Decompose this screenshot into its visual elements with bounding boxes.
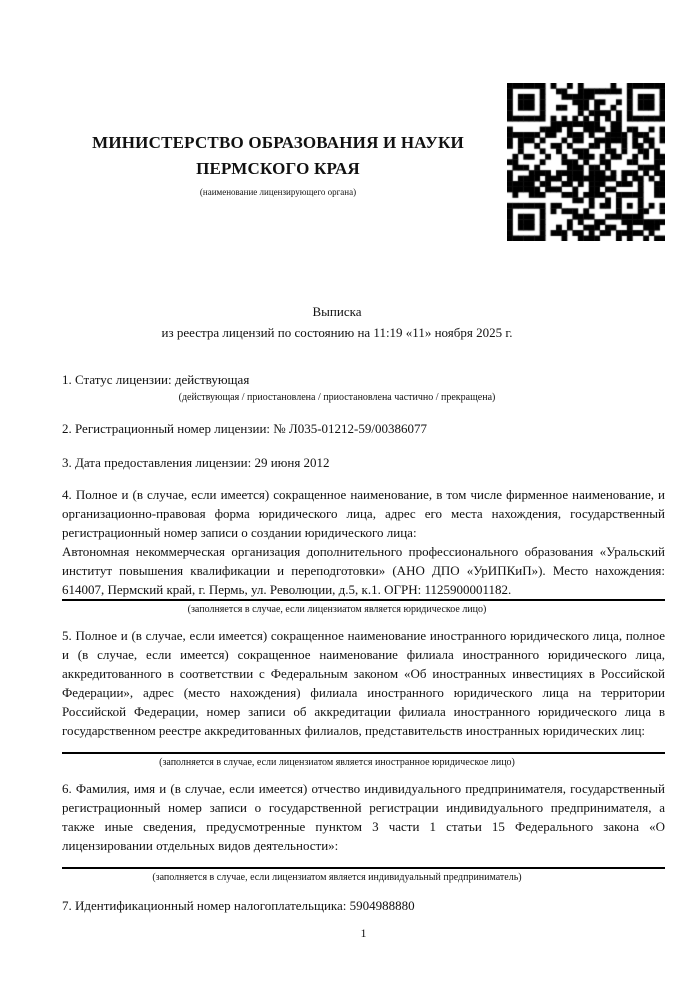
qr-code: [507, 83, 665, 241]
page-number: 1: [360, 926, 367, 940]
document-header: [62, 83, 665, 243]
document-title-line1: Выписка: [312, 304, 362, 319]
title-measure: [62, 301, 612, 343]
foreign-entity-question: 5. Полное и (в случае, если имеется) сокращенное наименование иностранного юридического лица, полное и (в случае, если имеется) сокращенное наименование филиала иностранного юридического лица, аккредитованного в соответствии с Федеральным законом «Об иностранных инвестициях в Российской Федерации», адрес (место нахождения) филиала иностранного юридического лица на территории Российской Федерации, номер записи об аккредитации филиала иностранного юридического лица в государственном реестре аккредитованных филиалов, представительств иностранных юридических лиц:: [62, 628, 665, 738]
grant-date-item: 3. Дата предоставления лицензии: 29 июня 2012: [62, 455, 330, 470]
taxpayer-number-item: 7. Идентификационный номер налогоплательщика: 5904988880: [62, 898, 415, 913]
entrepreneur-empty-value: [62, 855, 665, 867]
status-options-note: (действующая / приостановлена / приостановлена частично / прекращена): [178, 392, 496, 403]
legal-entity-question: 4. Полное и (в случае, если имеется) сокращенное наименование, в том числе фирменное наименование, и организационно-правовая форма юридического лица, адрес его места нахождения, государственный регистрационный номер записи о создании юридического лица:: [62, 487, 665, 540]
authority-name: [62, 130, 494, 182]
foreign-entity-fill-line: [62, 752, 665, 754]
foreign-entity-empty-value: [62, 740, 665, 752]
legal-entity-note: (заполняется в случае, если лицензиатом является юридическое лицо): [187, 604, 487, 615]
document-title: [62, 301, 612, 343]
authority-caption: (наименование лицензирующего органа): [199, 187, 357, 197]
document-title-line2: из реестра лицензий по состоянию на 11:19 «11» ноября 2025 г.: [161, 325, 513, 340]
entrepreneur-question: 6. Фамилия, имя и (в случае, если имеется) отчество индивидуального предпринимателя, государственный регистрационный номер записи о государственной регистрации индивидуального предпринимателя, а также иные сведения, предусмотренные пунктом 3 части 1 статьи 15 Федерального закона «О лицензировании отдельных видов деятельности»:: [62, 781, 665, 853]
authority-name-line2: ПЕРМСКОГО КРАЯ: [196, 159, 360, 178]
legal-entity-value: Автономная некоммерческая организация дополнительного профессионального образования «Уральский институт повышения квалификации и переподготовки» (АНО ДПО «УрИПКиП»). Место нахождения: 614007, Пермский край, г. Пермь, ул. Революции, д.5, к.1. ОГРН: 1125900001182.: [62, 544, 665, 597]
licensing-authority-block: [62, 130, 494, 198]
registration-number-item: 2. Регистрационный номер лицензии: № Л035-01212-59/00386077: [62, 421, 428, 436]
authority-name-line1: МИНИСТЕРСТВО ОБРАЗОВАНИЯ И НАУКИ: [92, 133, 464, 152]
entrepreneur-fill-line: [62, 867, 665, 869]
entrepreneur-note: (заполняется в случае, если лицензиатом является индивидуальный предприниматель): [152, 872, 522, 883]
status-item: 1. Статус лицензии: действующая: [62, 372, 250, 387]
legal-entity-fill-line: [62, 599, 665, 601]
foreign-entity-note: (заполняется в случае, если лицензиатом является иностранное юридическое лицо): [159, 757, 515, 768]
